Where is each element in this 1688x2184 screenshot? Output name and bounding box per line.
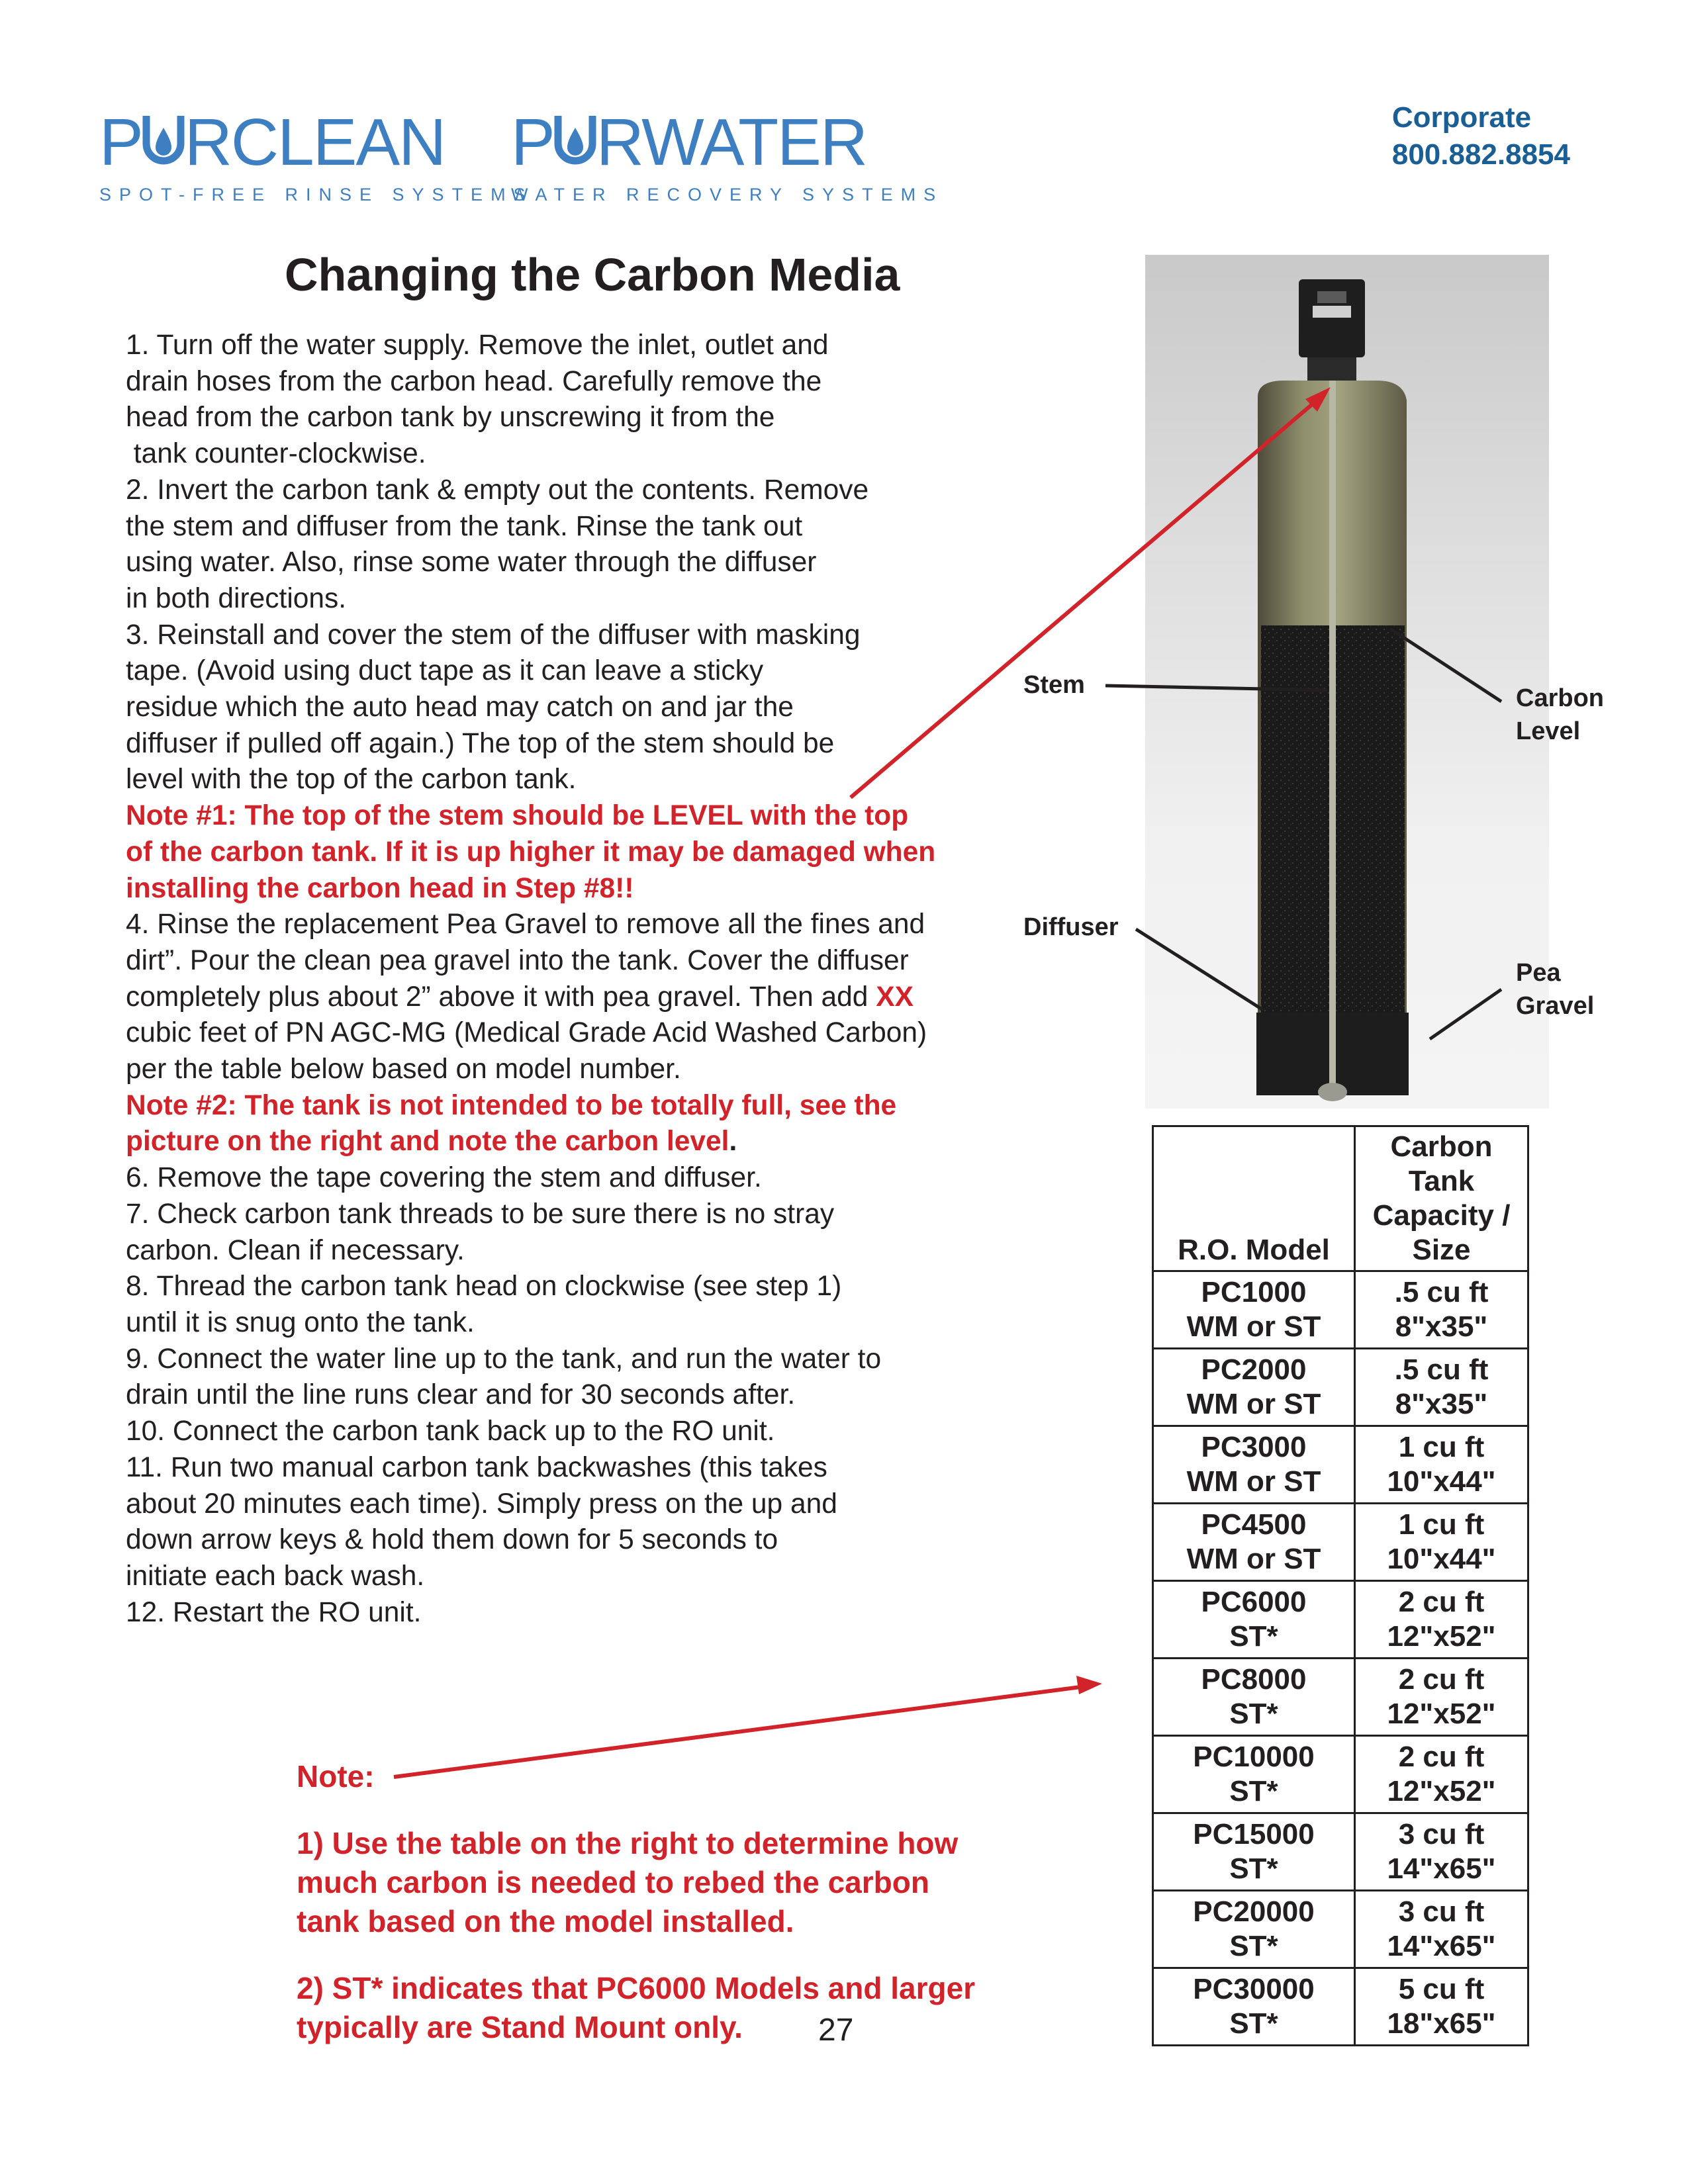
line-text: installing the carbon head in Step #8!!	[126, 872, 634, 904]
carbon-capacity-table	[1152, 1125, 1529, 2046]
header-capacity-line: Size	[1412, 1234, 1471, 1266]
cell-text: 3 cu ft	[1398, 1818, 1485, 1850]
cell-text: ST*	[1229, 1698, 1278, 1730]
table-row	[1153, 1968, 1528, 2046]
cell-text: WM or ST	[1186, 1310, 1321, 1343]
line-text: 9. Connect the water line up to the tank, and run the water to	[126, 1343, 882, 1375]
line-text: completely plus about 2” above it with pea gravel. Then add	[126, 981, 876, 1013]
line-text: head from the carbon tank by unscrewing it from the	[126, 402, 775, 433]
cell-text: PC30000	[1193, 1973, 1315, 2005]
line-text: diffuser if pulled off again.) The top of the stem should be	[126, 727, 835, 759]
cell-capacity	[1355, 1659, 1528, 1736]
cell-text: 14"x65"	[1387, 1930, 1496, 1962]
label-carbon-level-line2: Level	[1516, 717, 1581, 745]
label-stem: Stem	[1023, 671, 1085, 699]
line-text: tank counter-clockwise.	[126, 438, 426, 470]
line-text: the stem and diffuser from the tank. Rinse the tank out	[126, 510, 803, 542]
line-text: level with the top of the carbon tank.	[126, 764, 577, 796]
cell-text: ST*	[1229, 1620, 1278, 1653]
page-title: Changing the Carbon Media	[285, 249, 900, 300]
cell-model	[1153, 1968, 1355, 2046]
purwater-tagline: WATER RECOVERY SYSTEMS	[511, 185, 944, 205]
cell-model	[1153, 1426, 1355, 1504]
cell-text: 14"x65"	[1387, 1852, 1496, 1885]
control-head	[1299, 279, 1365, 357]
logo-letter: P	[511, 105, 554, 179]
line-text: per the table below based on model number.	[126, 1054, 681, 1085]
header-capacity-line: Capacity /	[1372, 1199, 1511, 1232]
line-text: tape. (Avoid using duct tape as it can leave a sticky	[126, 655, 764, 687]
cell-text: PC8000	[1201, 1663, 1307, 1696]
corporate-label: Corporate	[1391, 101, 1532, 134]
cell-model	[1153, 1271, 1355, 1349]
line-text: 7. Check carbon tank threads to be sure there is no stray	[126, 1198, 835, 1230]
note-item2-line: 2) ST* indicates that PC6000 Models and larger	[297, 1971, 976, 2005]
line-text: about 20 minutes each time). Simply press on the up and	[126, 1488, 837, 1520]
cell-text: ST*	[1229, 1775, 1278, 1807]
table-header-row	[1153, 1126, 1528, 1271]
line-text: Note #2: The tank is not intended to be totally full, see the	[126, 1089, 897, 1121]
cell-text: 2 cu ft	[1398, 1663, 1485, 1696]
label-pea-gravel	[1516, 956, 1594, 1023]
line-text: until it is snug onto the tank.	[126, 1306, 475, 1338]
cell-capacity	[1355, 1581, 1528, 1659]
cell-text: PC20000	[1193, 1895, 1315, 1928]
line-text: down arrow keys & hold them down for 5 seconds to	[126, 1524, 778, 1556]
cell-text: PC3000	[1201, 1431, 1307, 1463]
line-text: drain hoses from the carbon head. Carefully remove the	[126, 365, 822, 397]
cell-text: .5 cu ft	[1394, 1276, 1489, 1308]
table-row	[1153, 1504, 1528, 1581]
line-text: 11. Run two manual carbon tank backwashes (this takes	[126, 1451, 827, 1483]
line-text: 2. Invert the carbon tank & empty out the contents. Remove	[126, 474, 869, 506]
label-carbon-level	[1516, 682, 1604, 748]
cell-text: PC15000	[1193, 1818, 1315, 1850]
line-text: using water. Also, rinse some water through the diffuser	[126, 547, 817, 578]
table-row	[1153, 1659, 1528, 1736]
label-diffuser: Diffuser	[1023, 913, 1119, 941]
table-row	[1153, 1581, 1528, 1659]
cell-capacity	[1355, 1349, 1528, 1426]
table-row	[1153, 1736, 1528, 1813]
note-item1-line: much carbon is needed to rebed the carbon	[297, 1865, 929, 1899]
cell-text: PC10000	[1193, 1741, 1315, 1773]
line-text: 3. Reinstall and cover the stem of the diffuser with masking	[126, 619, 861, 651]
cell-capacity	[1355, 1736, 1528, 1813]
cell-text: 8"x35"	[1395, 1388, 1488, 1420]
cell-capacity	[1355, 1504, 1528, 1581]
line-text: dirt”. Pour the clean pea gravel into the tank. Cover the diffuser	[126, 944, 909, 976]
line-text: 1. Turn off the water supply. Remove the inlet, outlet and	[126, 330, 829, 361]
corporate-phone: 800.882.8854	[1391, 138, 1570, 171]
line-text: cubic feet of PN AGC-MG (Medical Grade Acid Washed Carbon)	[126, 1017, 927, 1049]
note-label: Note:	[297, 1759, 375, 1794]
line-text: 10. Connect the carbon tank back up to the RO unit.	[126, 1416, 775, 1447]
cell-model	[1153, 1736, 1355, 1813]
header-capacity-line: Carbon	[1390, 1130, 1493, 1163]
note-item2-line: typically are Stand Mount only.	[297, 2010, 743, 2044]
cell-model	[1153, 1581, 1355, 1659]
cell-text: 2 cu ft	[1398, 1741, 1485, 1773]
purclean-tagline: SPOT-FREE RINSE SYSTEMS	[99, 185, 534, 205]
cell-text: 10"x44"	[1387, 1465, 1496, 1498]
line-text: 4. Rinse the replacement Pea Gravel to remove all the fines and	[126, 909, 925, 940]
table-row	[1153, 1349, 1528, 1426]
table-row	[1153, 1891, 1528, 1968]
cell-text: 10"x44"	[1387, 1543, 1496, 1575]
diffuser	[1318, 1083, 1347, 1101]
cell-capacity	[1355, 1271, 1528, 1349]
line-text: of the carbon tank. If it is up higher it may be damaged when	[126, 836, 936, 868]
cell-text: 12"x52"	[1387, 1698, 1496, 1730]
cell-text: PC2000	[1201, 1353, 1307, 1386]
note-block	[297, 1757, 975, 2047]
cell-text: 1 cu ft	[1398, 1508, 1485, 1541]
cell-text: ST*	[1229, 2007, 1278, 2040]
stem	[1329, 381, 1336, 1092]
cell-model	[1153, 1813, 1355, 1891]
cell-text: PC4500	[1201, 1508, 1307, 1541]
line-text: carbon. Clean if necessary.	[126, 1234, 465, 1266]
line-text: residue which the auto head may catch on and jar the	[126, 692, 794, 723]
note-item1-line: tank based on the model installed.	[297, 1904, 794, 1938]
line-text: Note #1: The top of the stem should be LEVEL with the top	[126, 800, 909, 832]
cell-capacity	[1355, 1426, 1528, 1504]
cell-text: 18"x65"	[1387, 2007, 1496, 2040]
line-text: drain until the line runs clear and for 30 seconds after.	[126, 1379, 796, 1411]
cell-text: WM or ST	[1186, 1465, 1321, 1498]
header-capacity	[1355, 1126, 1528, 1271]
cell-model	[1153, 1891, 1355, 1968]
page-number: 27	[818, 2013, 854, 2048]
line-text: in both directions.	[126, 582, 347, 614]
header-model	[1153, 1126, 1355, 1271]
logo-letters: RWATER	[596, 105, 867, 179]
header-capacity-line: Tank	[1408, 1165, 1475, 1197]
line-text: 8. Thread the carbon tank head on clockwise (see step 1)	[126, 1271, 842, 1302]
cell-text: 8"x35"	[1395, 1310, 1488, 1343]
cell-capacity	[1355, 1891, 1528, 1968]
note-item1-line: 1) Use the table on the right to determine how	[297, 1826, 959, 1860]
cell-capacity	[1355, 1968, 1528, 2046]
label-pea-gravel-line2: Gravel	[1516, 992, 1595, 1020]
cell-text: ST*	[1229, 1852, 1278, 1885]
cell-model	[1153, 1504, 1355, 1581]
cell-model	[1153, 1349, 1355, 1426]
cell-text: PC6000	[1201, 1586, 1307, 1618]
line-text: 12. Restart the RO unit.	[126, 1596, 422, 1628]
line-text: initiate each back wash.	[126, 1560, 425, 1592]
label-carbon-level-line1: Carbon	[1516, 684, 1604, 712]
line-text: 6. Remove the tape covering the stem and diffuser.	[126, 1162, 762, 1194]
cell-capacity	[1355, 1813, 1528, 1891]
table-row	[1153, 1813, 1528, 1891]
cell-text: 3 cu ft	[1398, 1895, 1485, 1928]
label-pea-gravel-line1: Pea	[1516, 959, 1561, 987]
cell-text: .5 cu ft	[1394, 1353, 1489, 1386]
cell-text: ST*	[1229, 1930, 1278, 1962]
cell-text: 1 cu ft	[1398, 1431, 1485, 1463]
cell-text: 5 cu ft	[1398, 1973, 1485, 2005]
line-text: picture on the right and note the carbon level	[126, 1126, 729, 1158]
cell-text: 12"x52"	[1387, 1775, 1496, 1807]
table-row	[1153, 1271, 1528, 1349]
cell-text: 2 cu ft	[1398, 1586, 1485, 1618]
table-row	[1153, 1426, 1528, 1504]
header-model-text: R.O. Model	[1178, 1234, 1330, 1266]
cell-model	[1153, 1659, 1355, 1736]
line-suffix: .	[729, 1126, 737, 1158]
logo-letter: P	[99, 105, 142, 179]
cell-text: WM or ST	[1186, 1543, 1321, 1575]
cell-text: WM or ST	[1186, 1388, 1321, 1420]
cell-text: PC1000	[1201, 1276, 1307, 1308]
cell-text: 12"x52"	[1387, 1620, 1496, 1653]
placeholder-quantity: XX	[876, 981, 914, 1013]
logo-letters: RCLEAN	[184, 105, 445, 179]
